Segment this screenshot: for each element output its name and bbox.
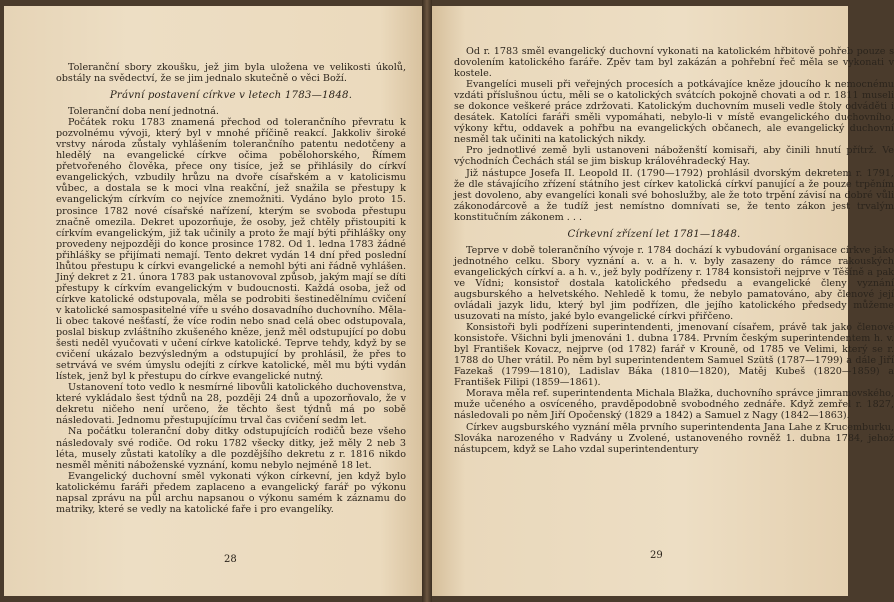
paragraph: Evangelický duchovní směl vykonati výkon církevní, jen když bylo katolickému faráři předem zaplaceno a evangelický farář po výkonu napsal zprávu na půl archu napsanou o výkonu samém k záznamu do matriky, které se vedly na katolické faře i pro evangelíky. <box>56 470 406 515</box>
book-gutter <box>422 0 432 602</box>
paragraph: Ustanovení toto vedlo k nesmírné libovůli katolického duchovenstva, které vykládalo šest týdnů na 28, později 24 dnů a upozorňovalo, že v dekretu ničeho není určeno, že těchto šest týdnů má po sobě následovati. Jednomu přestupujícímu trval čas cvičení sedm let. <box>56 382 406 427</box>
paragraph: Již nástupce Josefa II. Leopold II. (1790—1792) prohlásil dvorským dekretem r. 1791, že dle stávajícího zřízení státního jest církev katolická církví panující a že pouze trpěním jest dovoleno, aby evangelíci konali své bohoslužby, ale že toto trpění závisí na dobré vůli zákonodárcově a že tudíž jest nemístno domnívati se, že tento zákon jest trvalým konstitučním zákonem . . . <box>454 167 894 223</box>
paragraph: Pro jednotlivé země byli ustanoveni náboženští komisaři, aby činili hnutí přítrž. Ve východních Čechách stál se jim biskup královéhradecký Hay. <box>454 145 894 168</box>
paragraph: Evangelíci museli při veřejných procesích a potkávajíce kněze jdoucího k nemocnému vzdáti příslušnou úctu, měli se o katolických svátcích pokojně chovati a od r. 1811 museli se dokonce veškeré práce zdržovati. Katolickým duchovním museli vedle štoly odváděti i desátek. Katolíci faráři směli vypomáhati, nebylo-li v místě evangelického duchovního, výkony křtu, oddavek a pohřbu na evangelických občanech, ale evangelický duchovní nesměl tak učiniti na katolických nikdy. <box>454 79 894 146</box>
page-number: 28 <box>224 554 237 565</box>
paragraph: Toleranční doba není jednotná. <box>68 106 219 118</box>
section-heading: Církevní zřízení let 1781—1848. <box>567 228 741 240</box>
left-page <box>4 6 422 596</box>
paragraph: Počátek roku 1783 znamená přechod od tolerančního převratu k pozvolnému vývoji, který byl v mnohé příčině reakcí. Jakkoliv široké vrstvy národa zůstaly vyhlášením tolerančního patentu nedotčeny a hledělý na evangelické církve očima pobělohorského, Římem přetvořeného člověka, přece ony tisíce, jež se přihlásily do církví evangelických, vzbudily hrůzu na dvoře císařském a v katolicismu vůbec, a dostala se k moci vlna reakční, jež snažila se přestupy k evangelickým církvím co nejvíce znemožniti. Vydáno bylo proto 15. prosince 1782 nové císařské nařízení, kterým se svoboda přestupu značně omezila. Dekret upozorňuje, že osoby, jež chtěly přistoupiti k církvím evangelickým, již tak učinily a proto že mají býti přihlášky ony provedeny nejpozději do konce prosince 1782. Od 1. ledna 1783 žádné přihlášky se přijímati nemají. Tento dekret vydán 14 dní před poslední lhůtou přestupu k církvi evangelické a nemohl býti ani řádně vyhlášen. Jiný dekret z 21. února 1783 pak ustanovoval způsob, jakým mají se díti přestupy k církvím evangelickým v budoucnosti. Každá osoba, jež od církve katolické odstupovala, měla se podrobiti šestinedělnímu cvičení v katolické samospasitelné víře u svého dosavadního duchovního. Měla-li obec takové nešťastí, že více rodin nebo snad celá obec odstupovala, poslal biskup zvláštního zkušeného kněze, jenž měl odstupující po dobu šesti neděl vyučovati v učení církve katolické. Teprve tehdy, když by se cvičení ukázalo bezvýsledným a odstupující by prohlásil, že přes to setrvává ve svém úmyslu odejíti z církve katolické, měl mu býti vydán lístek, jenž byl k přestupu do církve evangelické nutný. <box>56 117 406 383</box>
section-heading: Právní postavení církve v letech 1783—1848. <box>109 90 353 102</box>
paragraph: Konsistoři byli podřízeni superintendenti, jmenovaní císařem, právě tak jako členové konsistoře. Všichni byli jmenováni 1. dubna 1784. Prvním českým superintendentem h. v. byl František Kovacz, nejprve (od 1782) farář v Krouně, od 1785 ve Velimi, který se r. 1788 do Uher vrátil. Po něm byl superintendentem Samuel Szütš (1787—1799) a dále Jiří Fazekaš (1799—1810), Ladislav Báka (1810—1820), Matěj Kubeš (1820—1859) a František Filipi (1859—1861). <box>454 322 894 389</box>
paragraph: Teprve v době tolerančního vývoje r. 1784 dochází k vybudování organisace církve jako jednotného celku. Sbory vyznání a. v. a h. v. byly zasazeny do rámce rakouských evangelických církví a. a h. v., jež byly podřízeny r. 1784 konsistoři nejprve v Těšíně a pak ve Vídni; konsistoř dostala katolického předsedu a evangelické členy vyznání augsburského a helvetského. Nehledě k tomu, že nebylo pamatováno, aby členové její ovládali jazyk lidu, který byl jim podřízen, dle jejího katolického předsedy můžeme usuzovati na místo, jaké bylo evangelické církvi přiřčeno. <box>454 244 894 323</box>
paragraph: Církev augsburského vyznání měla prvního superintendenta Jana Lahe z Krucemburku, Slováka narozeného v Radvány u Zvolené, ustanoveného rovněž 1. dubna 1784, jehož nástupcem, když se Laho vzdal superintendentury <box>454 421 894 455</box>
paragraph: Morava měla ref. superintendenta Michala Blažka, duchovního správce jimramovského, muže učeného a osvíceného, pravděpodobně svobodného zednáře. Když zemřel r. 1827, následovali po něm Jiří Opočenský (1829 a 1842) a Samuel z Nagy (1842—1863). <box>454 388 894 422</box>
page-number: 29 <box>650 550 663 561</box>
paragraph: Na počátku toleranční doby ditky odstupujících rodičů beze všeho následovaly své rodiče. Od roku 1782 všecky ditky, jež měly 2 neb 3 léta, musely zůstati katolíky a dle pozdějšího dekretu z r. 1816 nikdo nesměl měniti náboženské vyznání, komu nebylo nejméně 18 let. <box>56 426 406 471</box>
paragraph: Toleranční sbory zkoušku, jež jim byla uložena ve velikosti úkolů, obstály na svědectví, že se jim jednalo skutečně o věci Boží. <box>56 62 406 85</box>
paragraph: Od r. 1783 směl evangelický duchovní vykonati na katolickém hřbitově pohřeb pouze s dovolením katolického faráře. Zpěv tam byl zakázán a pohřební řeč měla se vykonati v kostele. <box>454 46 894 80</box>
right-page <box>432 6 894 596</box>
